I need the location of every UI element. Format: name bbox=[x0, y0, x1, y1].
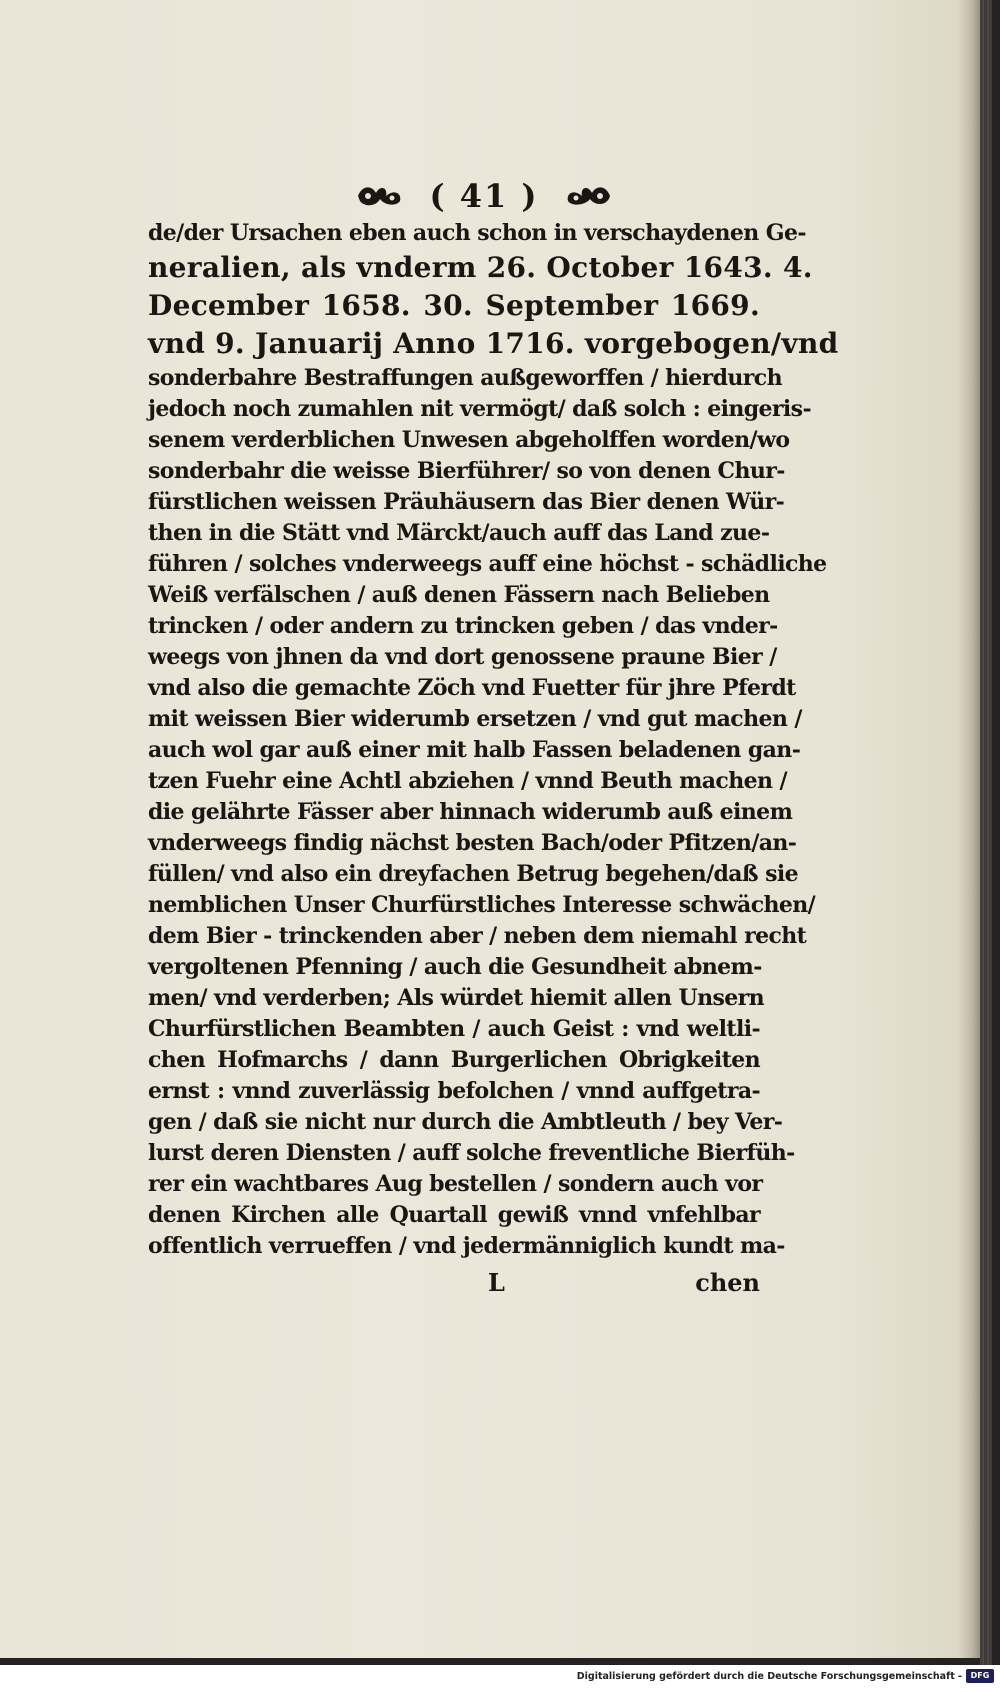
text-line: sonderbahr die weisse Bierführer/ so von denen Chur- bbox=[148, 458, 785, 484]
text-line: vnd 9. Januarij Anno 1716. vorgebogen/vnd bbox=[148, 327, 839, 360]
text-line: chen Hofmarchs / dann Burgerlichen Obrigkeiten bbox=[148, 1047, 760, 1073]
text-line: neralien, als vnderm 26. October 1643. 4. bbox=[148, 251, 813, 284]
text-line: sonderbahre Bestraffungen außgeworffen / hierdurch bbox=[148, 365, 782, 391]
dfg-logo: DFG bbox=[966, 1669, 994, 1683]
text-line: lurst deren Diensten / auff solche freventliche Bierfüh- bbox=[148, 1140, 795, 1166]
text-line: tzen Fuehr eine Achtl abziehen / vnnd Beuth machen / bbox=[148, 768, 787, 794]
text-line: rer ein wachtbares Aug bestellen / sondern auch vor bbox=[148, 1171, 763, 1197]
text-line: auch wol gar auß einer mit halb Fassen beladenen gan- bbox=[148, 737, 801, 763]
text-line: offentlich verrueffen / vnd jedermänniglich kundt ma- bbox=[148, 1233, 785, 1259]
text-line: fürstlichen weissen Präuhäusern das Bier denen Wür- bbox=[148, 489, 785, 515]
right-ornament-icon bbox=[562, 183, 614, 209]
page-footer bbox=[148, 1266, 760, 1300]
text-block bbox=[148, 168, 839, 1300]
text-line: Churfürstlichen Beambten / auch Geist : vnd weltli- bbox=[148, 1016, 760, 1042]
page-gutter-shadow bbox=[958, 0, 980, 1658]
left-ornament-icon bbox=[354, 183, 406, 209]
page-number: ( 41 ) bbox=[429, 176, 539, 215]
text-line: Weiß verfälschen / auß denen Fässern nach Belieben bbox=[148, 582, 770, 608]
text-line: weegs von jhnen da vnd dort genossene praune Bier / bbox=[148, 644, 777, 670]
text-line: die gelährte Fässer aber hinnach widerumb auß einem bbox=[148, 799, 793, 825]
text-line: dem Bier - trinckenden aber / neben dem niemahl recht bbox=[148, 923, 807, 949]
text-line: ernst : vnnd zuverlässig befolchen / vnnd auffgetra- bbox=[148, 1078, 760, 1104]
text-line: führen / solches vnderweegs auff eine höchst - schädliche bbox=[148, 551, 827, 577]
text-line: nemblichen Unser Churfürstliches Interesse schwächen/ bbox=[148, 892, 816, 918]
digitization-footer bbox=[0, 1665, 1000, 1692]
text-line: mit weissen Bier widerumb ersetzen / vnd gut machen / bbox=[148, 706, 802, 732]
text-line: vergoltenen Pfenning / auch die Gesundheit abnem- bbox=[148, 954, 762, 980]
page-header bbox=[148, 168, 760, 218]
text-line: vnd also die gemachte Zöch vnd Fuetter für jhre Pferdt bbox=[148, 675, 796, 701]
text-line: vnderweegs findig nächst besten Bach/oder Pfitzen/an- bbox=[148, 830, 797, 856]
text-line: December 1658. 30. September 1669. bbox=[148, 289, 760, 322]
text-line: then in die Stätt vnd Märckt/auch auff das Land zue- bbox=[148, 520, 770, 546]
page-edges bbox=[980, 0, 992, 1665]
catchword: chen bbox=[695, 1268, 760, 1297]
signature-mark: L bbox=[488, 1268, 505, 1297]
text-line: senem verderblichen Unwesen abgeholffen worden/wo bbox=[148, 427, 790, 453]
text-line: de/der Ursachen eben auch schon in verschaydenen Ge- bbox=[148, 220, 806, 246]
text-line: men/ vnd verderben; Als würdet hiemit allen Unsern bbox=[148, 985, 765, 1011]
dfg-credit-text: Digitalisierung gefördert durch die Deutsche Forschungsgemeinschaft - bbox=[576, 1671, 962, 1682]
text-line: füllen/ vnd also ein dreyfachen Betrug begehen/daß sie bbox=[148, 861, 799, 887]
text-line: gen / daß sie nicht nur durch die Ambtleuth / bey Ver- bbox=[148, 1109, 783, 1135]
text-line: trincken / oder andern zu trincken geben / das vnder- bbox=[148, 613, 778, 639]
text-line: denen Kirchen alle Quartall gewiß vnnd vnfehlbar bbox=[148, 1202, 760, 1228]
text-line: jedoch noch zumahlen nit vermögt/ daß solch : eingeris- bbox=[148, 396, 811, 422]
